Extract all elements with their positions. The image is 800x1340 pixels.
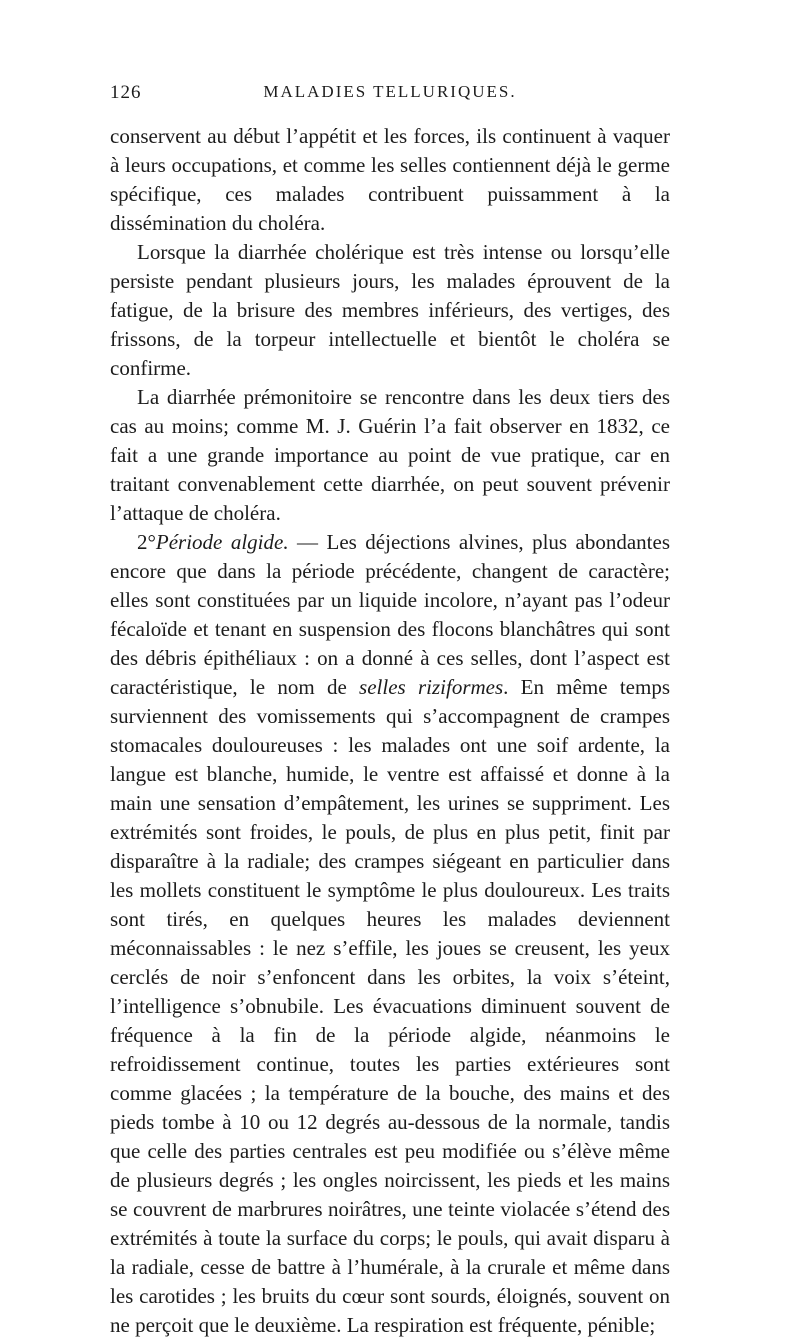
paragraph-1: conservent au début l’appétit et les forces, ils continuent à vaquer à leurs occupations, et comme les selles contiennent déjà le germe spécifique, ces malades contribuent puissamment à la dissémination du choléra. bbox=[110, 124, 670, 235]
paragraph-3: La diarrhée prémonitoire se rencontre dans les deux tiers des cas au moins; comme M. J. Guérin l’a fait observer en 1832, ce fait a une grande importance au point de vue pratique, car en traitant convenablement cette diarrhée, on peut souvent prévenir l’attaque de choléra. bbox=[110, 385, 670, 525]
running-head: MALADIES TELLURIQUES. bbox=[263, 82, 517, 101]
paragraph-2: Lorsque la diarrhée cholérique est très intense ou lorsqu’elle persiste pendant plusieurs jours, les malades éprouvent de la fatigue, de la brisure des membres inférieurs, des vertiges, des frissons, de la torpeur intellectuelle et bientôt le choléra se confirme. bbox=[110, 240, 670, 380]
page-number: 126 bbox=[110, 82, 142, 103]
section-number: 2° bbox=[137, 530, 156, 554]
term-selles-riziformes: selles riziformes bbox=[359, 675, 504, 699]
body-text bbox=[110, 122, 670, 1340]
section-heading: Période algide. bbox=[155, 530, 289, 554]
paragraph-4 bbox=[110, 528, 670, 1340]
paragraph-4-text-a: — Les déjections alvines, plus abondantes encore que dans la période précédente, changent de caractère; elles sont constituées par un liquide incolore, n’ayant pas l’odeur fécaloïde et tenant en suspension des flocons blanchâtres qui sont des débris épithéliaux : on a donné à ces selles, dont l’aspect est caractéristique, le nom de bbox=[110, 530, 671, 699]
page-header bbox=[110, 82, 670, 112]
paragraph-4-text-b: . En même temps surviennent des vomissements qui s’accompagnent de crampes stomacales douloureuses : les malades ont une soif ardente, la langue est blanche, humide, le ventre est affaissé et donne à la main une sensation d’empâtement, les urines se suppriment. Les extrémités sont froides, le pouls, de plus en plus petit, finit par disparaître à la radiale; des crampes siégeant en particulier dans les mollets constituent le symptôme le plus douloureux. Les traits sont tirés, en quelques heures les malades deviennent méconnaissables : le nez s’effile, les joues se creusent, les yeux cerclés de noir s’enfoncent dans les orbites, la voix s’éteint, l’intelligence s’obnubile. Les évacuations diminuent souvent de fréquence à la fin de la période algide, néanmoins le refroidissement continue, toutes les parties extérieures sont comme glacées ; la température de la bouche, des mains et des pieds tombe à 10 ou 12 degrés au-dessous de la normale, tandis que celle des parties centrales est peu modifiée ou s’élève même de plusieurs degrés ; les ongles noircissent, les pieds et les mains se couvrent de marbrures noirâtres, une teinte violacée s’étend des extrémités à toute la surface du corps; le pouls, qui avait disparu à la radiale, cesse de battre à l’humérale, à la crurale et même dans les carotides ; les bruits du cœur sont sourds, éloignés, souvent on ne perçoit que le deuxième. La respiration est fréquente, pénible; bbox=[110, 675, 670, 1337]
